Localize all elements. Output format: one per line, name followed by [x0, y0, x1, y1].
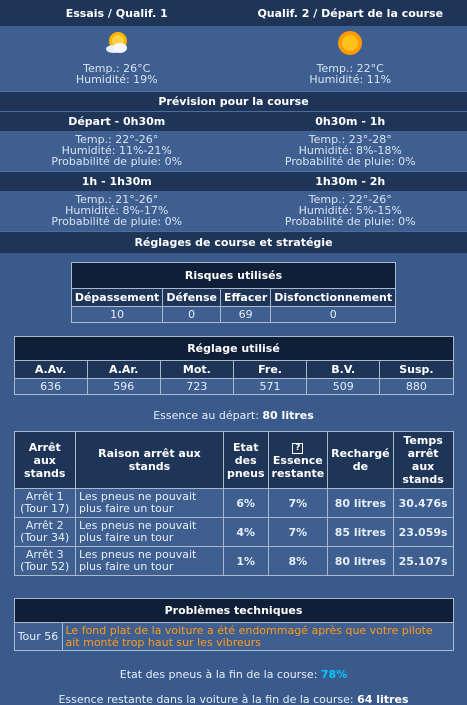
end-tyres-value: 78%	[320, 668, 348, 681]
forecast-temp: Temp.: 22°-26°	[308, 193, 392, 206]
stops-header-label: Essence restante	[271, 454, 325, 480]
forecast-humidity: Humidité: 11%-21%	[61, 144, 172, 157]
stop-time: 25.107s	[393, 547, 453, 576]
forecast-period-headers-2	[0, 171, 467, 191]
forecast-row-2	[0, 191, 467, 231]
forecast-period-label: 1h - 1h30m	[81, 175, 152, 188]
forecast-period-label: Départ - 0h30m	[68, 115, 166, 128]
risks-table	[71, 262, 396, 323]
problems-title: Problèmes techniques	[14, 599, 453, 623]
qualif-2-humidity: Humidité: 11%	[309, 73, 392, 86]
setup-value: 509	[307, 379, 380, 395]
forecast-humidity: Humidité: 8%-17%	[65, 204, 169, 217]
fuel-start-value: 80 litres	[262, 409, 314, 422]
table-row	[14, 547, 453, 576]
end-tyres	[0, 651, 467, 681]
stop-tyres: 4%	[223, 518, 268, 547]
qualif-2-temp: Temp.: 22°C	[316, 62, 384, 75]
partly-cloudy-sun-icon	[103, 29, 131, 57]
forecast-temp: Temp.: 21°-26°	[75, 193, 159, 206]
forecast-rain: Probabilité de pluie: 0%	[284, 155, 416, 168]
stop-id	[14, 489, 75, 518]
setup-header: A.Ar.	[87, 361, 160, 379]
forecast-humidity: Humidité: 5%-15%	[298, 204, 402, 217]
setup-header: Susp.	[380, 361, 453, 379]
stop-reason: Les pneus ne pouvait plus faire un tour	[75, 518, 223, 547]
setup-value: 636	[14, 379, 87, 395]
risk-value: 69	[221, 307, 271, 323]
setup-header: A.Av.	[14, 361, 87, 379]
setup-header: B.V.	[307, 361, 380, 379]
forecast-period	[0, 194, 234, 227]
forecast-period	[0, 134, 234, 167]
setup-header: Fre.	[233, 361, 306, 379]
stops-header: Arrêt aux stands	[14, 432, 75, 489]
stop-time: 30.476s	[393, 489, 453, 518]
stop-lap: (Tour 52)	[20, 560, 70, 573]
stop-refuel: 80 litres	[328, 489, 393, 518]
sun-icon	[336, 29, 364, 57]
risk-header: Dépassement	[71, 289, 162, 307]
risk-header: Défense	[163, 289, 221, 307]
forecast-period-label: 0h30m - 1h	[315, 115, 386, 128]
risk-header: Disfonctionnement	[271, 289, 396, 307]
stops-header: Temps arrêt aux stands	[393, 432, 453, 489]
fuel-start-label: Essence au départ:	[153, 409, 259, 422]
forecast-period	[234, 194, 467, 227]
forecast-period-headers-1	[0, 111, 467, 131]
setup-value: 571	[233, 379, 306, 395]
stops-header-fuel	[268, 432, 328, 489]
qualif-header	[0, 0, 467, 26]
stop-id	[14, 518, 75, 547]
stop-time: 23.059s	[393, 518, 453, 547]
stop-number: Arrêt 1	[25, 490, 64, 503]
forecast-rain: Probabilité de pluie: 0%	[284, 215, 416, 228]
qualif-1-humidity: Humidité: 19%	[75, 73, 158, 86]
forecast-temp: Temp.: 23°-28°	[308, 133, 392, 146]
forecast-row-1	[0, 131, 467, 171]
forecast-title: Prévision pour la course	[0, 91, 467, 111]
stop-refuel: 85 litres	[328, 518, 393, 547]
problem-lap: Tour 56	[14, 623, 62, 651]
risk-value: 0	[163, 307, 221, 323]
risk-value: 0	[271, 307, 396, 323]
stop-tyres: 1%	[223, 547, 268, 576]
pit-stops-table	[14, 431, 454, 576]
qualif-2-title: Qualif. 2 / Départ de la course	[257, 6, 444, 20]
setup-value: 723	[160, 379, 233, 395]
stop-id	[14, 547, 75, 576]
stop-reason: Les pneus ne pouvait plus faire un tour	[75, 547, 223, 576]
qualif-weather	[0, 26, 467, 91]
fuel-start	[0, 395, 467, 429]
stops-header: Raison arrêt aux stands	[75, 432, 223, 489]
stop-fuel: 7%	[268, 518, 328, 547]
qualif-1-title: Essais / Qualif. 1	[65, 6, 168, 20]
forecast-rain: Probabilité de pluie: 0%	[51, 215, 183, 228]
setup-header: Mot.	[160, 361, 233, 379]
problem-text: Le fond plat de la voiture a été endommagé après que votre pilote ait monté trop haut sur les vibreurs	[62, 623, 453, 651]
setup-table	[14, 336, 454, 395]
strategy-title: Réglages de course et stratégie	[0, 231, 467, 253]
stop-lap: (Tour 17)	[20, 502, 70, 515]
stop-fuel: 7%	[268, 489, 328, 518]
forecast-rain: Probabilité de pluie: 0%	[51, 155, 183, 168]
setup-value: 596	[87, 379, 160, 395]
stop-refuel: 80 litres	[328, 547, 393, 576]
stops-header: Rechargé de	[328, 432, 393, 489]
qualif-1-temp: Temp.: 26°C	[83, 62, 151, 75]
risk-header: Effacer	[221, 289, 271, 307]
stops-header: Etat des pneus	[223, 432, 268, 489]
stop-lap: (Tour 34)	[20, 531, 70, 544]
qualif-1-weather	[0, 26, 234, 85]
forecast-temp: Temp.: 22°-26°	[75, 133, 159, 146]
stop-reason: Les pneus ne pouvait plus faire un tour	[75, 489, 223, 518]
qualif-2-weather	[234, 26, 467, 85]
risk-value: 10	[71, 307, 162, 323]
setup-value: 880	[380, 379, 453, 395]
stop-number: Arrêt 2	[25, 519, 64, 532]
end-fuel	[0, 681, 467, 705]
forecast-period-label: 1h30m - 2h	[315, 175, 386, 188]
forecast-humidity: Humidité: 8%-18%	[298, 144, 402, 157]
forecast-period	[234, 134, 467, 167]
end-fuel-label: Essence restante dans la voiture à la fin de la course:	[58, 693, 354, 705]
risks-title: Risques utilisés	[71, 263, 395, 289]
stop-fuel: 8%	[268, 547, 328, 576]
stop-tyres: 6%	[223, 489, 268, 518]
help-icon[interactable]: ?	[292, 443, 303, 454]
end-tyres-label: Etat des pneus à la fin de la course:	[119, 668, 318, 681]
table-row	[14, 489, 453, 518]
setup-title: Réglage utilisé	[14, 337, 453, 361]
stop-number: Arrêt 3	[25, 548, 64, 561]
end-fuel-value: 64 litres	[357, 693, 409, 705]
problems-table	[14, 598, 454, 651]
table-row	[14, 518, 453, 547]
